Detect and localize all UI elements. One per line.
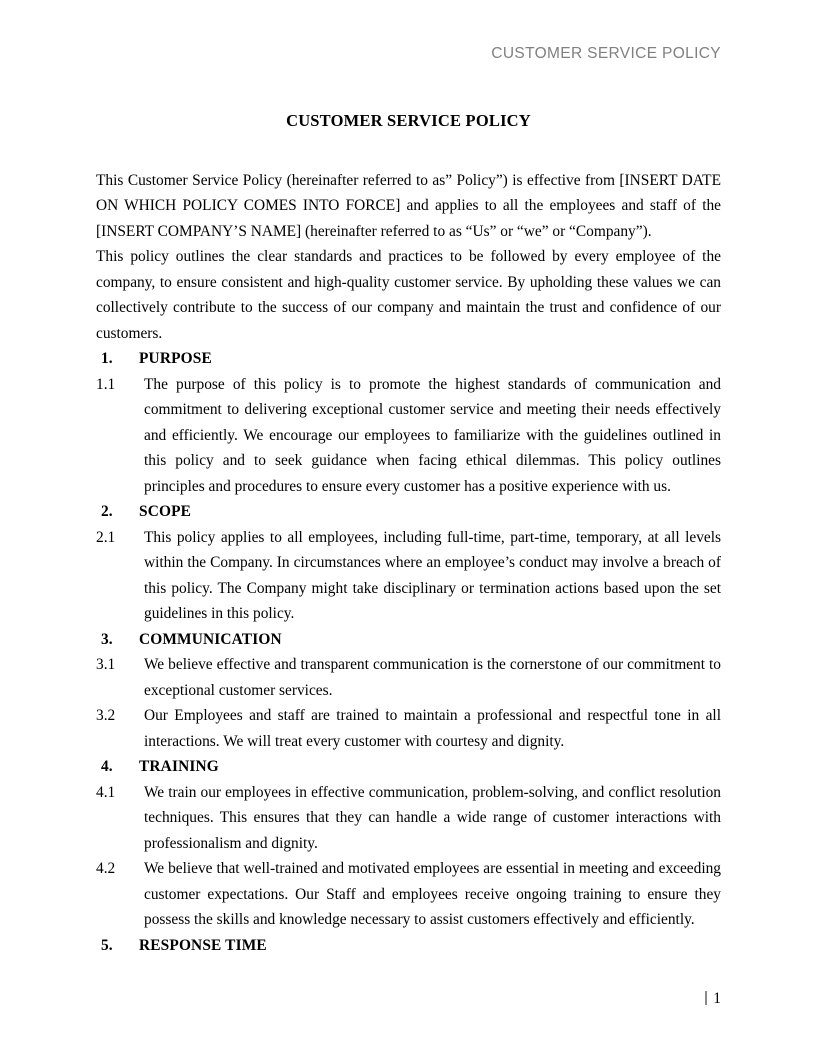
clause-text: Our Employees and staff are trained to maintain a professional and respectful tone in all interactions. We will treat every customer with courtesy and dignity.	[144, 707, 721, 750]
page-number: 1	[713, 990, 721, 1007]
clause-number: 1.1	[96, 375, 116, 393]
section-title: TRAINING	[139, 758, 219, 775]
page-footer	[96, 988, 721, 1010]
section-title: RESPONSE TIME	[139, 936, 267, 954]
section-title: SCOPE	[139, 503, 192, 520]
clause-4-2	[96, 856, 721, 933]
clause-text: This policy applies to all employees, including full-time, part-time, temporary, at all levels within the Company. In circumstances where an employee’s conduct may involve a breach of this policy. The Company might take disciplinary or termination actions based upon the set guidelines in this policy.	[144, 528, 721, 622]
clause-number: 3.1	[96, 656, 116, 673]
section-title: PURPOSE	[139, 350, 212, 367]
intro-paragraph-2: This policy outlines the clear standards and practices to be followed by every employee of the company, to ensure consistent and high-quality customer service. By upholding these values we can collectively contribute to the success of our company and maintain the trust and confidence of our customers.	[96, 248, 721, 342]
section-heading-2	[96, 499, 721, 525]
section-heading-1	[96, 346, 721, 372]
intro-paragraph-1: This Customer Service Policy (hereinafter referred to as” Policy”) is effective from [INSERT DATE ON WHICH POLICY COMES INTO FORCE] and applies to all the employees and staff of the [INSERT COMPANY’S NAME] (hereinafter referred to as “Us” or “we” or “Company”).	[96, 171, 721, 240]
section-title: COMMUNICATION	[139, 630, 282, 648]
clause-number: 4.1	[96, 783, 116, 801]
section-heading-5	[96, 933, 721, 959]
clause-number: 3.2	[96, 707, 116, 724]
clause-number: 4.2	[96, 860, 116, 877]
clause-4-1	[96, 780, 721, 857]
clause-text: We believe that well-trained and motivated employees are essential in meeting and exceeding customer expectations. Our Staff and employees receive ongoing training to ensure they possess the skills and knowledge necessary to assist customers effectively and efficiently.	[144, 860, 721, 928]
clause-3-1	[96, 652, 721, 703]
page-title: CUSTOMER SERVICE POLICY	[286, 111, 531, 130]
section-heading-3	[96, 627, 721, 653]
page-number-divider-icon	[705, 991, 707, 1005]
document-body	[96, 108, 721, 958]
section-number: 2.	[101, 503, 113, 520]
section-number: 3.	[101, 630, 113, 648]
clause-3-2	[96, 703, 721, 754]
running-header: CUSTOMER SERVICE POLICY	[491, 45, 721, 62]
section-number: 4.	[101, 758, 113, 775]
clause-2-1	[96, 525, 721, 627]
clause-1-1	[96, 372, 721, 500]
clause-text: The purpose of this policy is to promote the highest standards of communication and commitment to delivering exceptional customer service and meeting their needs effectively and efficiently. We encourage our employees to familiarize with the guidelines outlined in this policy and to seek guidance when facing ethical dilemmas. This policy outlines principles and procedures to ensure every customer has a positive experience with us.	[144, 375, 721, 495]
clause-number: 2.1	[96, 528, 116, 546]
section-number: 5.	[101, 936, 113, 954]
clause-text: We believe effective and transparent communication is the cornerstone of our commitment to exceptional customer services.	[144, 656, 721, 699]
section-heading-4	[96, 754, 721, 780]
section-number: 1.	[101, 350, 113, 367]
clause-text: We train our employees in effective communication, problem-solving, and conflict resolution techniques. This ensures that they can handle a wide range of customer interactions with professionalism and dignity.	[144, 783, 721, 852]
